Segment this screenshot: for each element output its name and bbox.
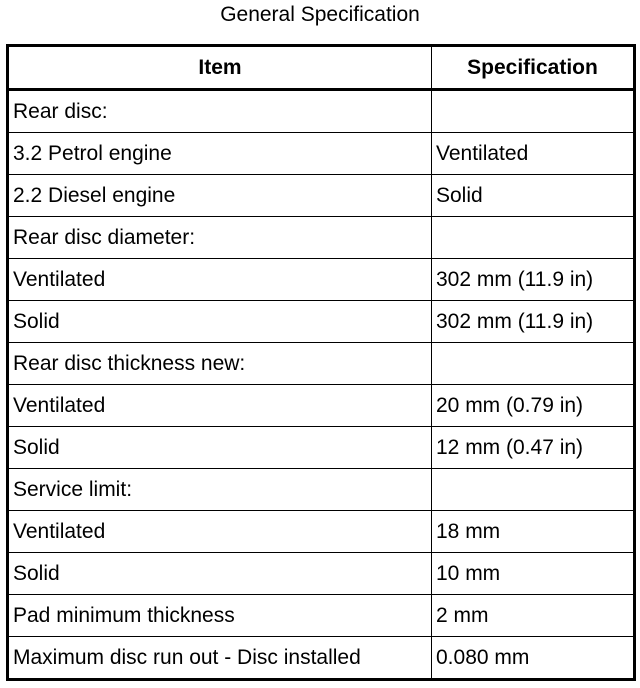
table-row: [8, 637, 635, 680]
spec-cell: 20 mm (0.79 in): [432, 385, 635, 427]
item-cell: Pad minimum thickness: [8, 595, 432, 637]
item-label: Service limit: [13, 477, 127, 501]
spec-cell: [432, 343, 635, 385]
table-row: [8, 259, 635, 301]
item-cell: 2.2 Diesel engine: [8, 175, 432, 217]
table-row: [8, 595, 635, 637]
item-cell: [8, 469, 432, 511]
item-cell: Solid: [8, 301, 432, 343]
item-cell: 3.2 Petrol engine: [8, 133, 432, 175]
item-label-suffix: :: [126, 477, 133, 501]
spec-cell: Solid: [432, 175, 635, 217]
spec-cell: 18 mm: [432, 511, 635, 553]
table-row: [8, 217, 635, 259]
item-cell: Rear disc thickness new:: [8, 343, 432, 385]
header-specification: Specification: [432, 46, 635, 90]
table-row: [8, 175, 635, 217]
specification-table: [6, 44, 636, 681]
table-row: [8, 301, 635, 343]
spec-cell: 10 mm: [432, 553, 635, 595]
spec-cell: 12 mm (0.47 in): [432, 427, 635, 469]
item-cell: Maximum disc run out - Disc installed: [8, 637, 432, 680]
table-row: [8, 469, 635, 511]
item-cell: Rear disc:: [8, 90, 432, 133]
spec-cell: 302 mm (11.9 in): [432, 259, 635, 301]
spec-cell: [432, 217, 635, 259]
spec-cell: Ventilated: [432, 133, 635, 175]
spec-cell: 0.080 mm: [432, 637, 635, 680]
header-item: Item: [8, 46, 432, 90]
spec-cell: [432, 90, 635, 133]
item-cell: Ventilated: [8, 385, 432, 427]
table-row: [8, 343, 635, 385]
spec-cell: 2 mm: [432, 595, 635, 637]
item-cell: Solid: [8, 427, 432, 469]
spec-cell: 302 mm (11.9 in): [432, 301, 635, 343]
table-row: [8, 133, 635, 175]
table-row: [8, 553, 635, 595]
table-caption: General Specification: [220, 3, 420, 26]
table-row: [8, 385, 635, 427]
item-cell: Ventilated: [8, 259, 432, 301]
item-cell: Rear disc diameter:: [8, 217, 432, 259]
table-row: [8, 90, 635, 133]
item-cell: Ventilated: [8, 511, 432, 553]
table-row: [8, 427, 635, 469]
item-cell: Solid: [8, 553, 432, 595]
table-row: [8, 511, 635, 553]
header-row: [8, 46, 635, 90]
spec-cell: [432, 469, 635, 511]
